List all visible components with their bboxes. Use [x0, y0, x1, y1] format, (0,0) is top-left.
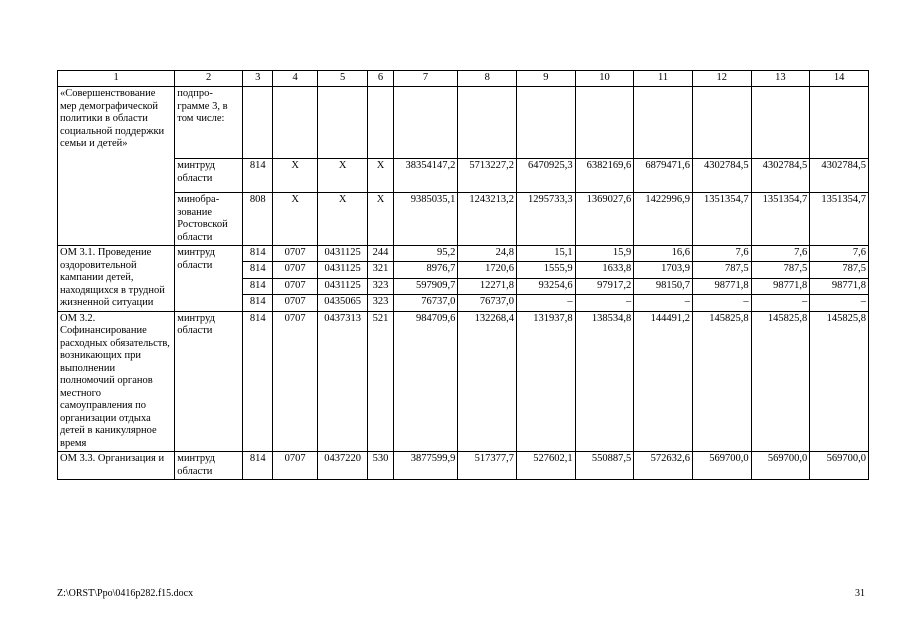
- value-cell: X: [368, 193, 393, 246]
- value-cell: 15,1: [517, 246, 576, 262]
- value-cell: 0431125: [317, 262, 368, 278]
- value-cell: 0707: [273, 246, 317, 262]
- header-cell: 3: [243, 71, 273, 87]
- value-cell: 24,8: [458, 246, 517, 262]
- value-cell: –: [575, 295, 634, 311]
- header-cell: 10: [575, 71, 634, 87]
- value-cell: 984709,6: [393, 311, 458, 452]
- value-cell: 1351354,7: [810, 193, 869, 246]
- value-cell: 8976,7: [393, 262, 458, 278]
- value-cell: [273, 87, 317, 159]
- value-cell: 7,6: [810, 246, 869, 262]
- value-cell: 4302784,5: [692, 159, 751, 193]
- value-cell: 3877599,9: [393, 452, 458, 480]
- value-cell: X: [368, 159, 393, 193]
- budget-table: [57, 70, 869, 480]
- value-cell: 0431125: [317, 278, 368, 294]
- value-cell: 814: [243, 278, 273, 294]
- value-cell: 1703,9: [634, 262, 693, 278]
- value-cell: 0707: [273, 452, 317, 480]
- header-cell: 2: [175, 71, 243, 87]
- value-cell: 6470925,3: [517, 159, 576, 193]
- value-cell: –: [692, 295, 751, 311]
- value-cell: 530: [368, 452, 393, 480]
- value-cell: 244: [368, 246, 393, 262]
- program-name-cell: ОМ 3.3. Организация и: [58, 452, 175, 480]
- value-cell: 38354147,2: [393, 159, 458, 193]
- value-cell: [517, 87, 576, 159]
- value-cell: 1351354,7: [692, 193, 751, 246]
- value-cell: 521: [368, 311, 393, 452]
- value-cell: [458, 87, 517, 159]
- value-cell: –: [751, 295, 810, 311]
- executor-cell: минобразование Ростовской области: [175, 193, 243, 246]
- value-cell: 4302784,5: [810, 159, 869, 193]
- value-cell: 16,6: [634, 246, 693, 262]
- value-cell: –: [517, 295, 576, 311]
- table-row: [58, 159, 869, 193]
- value-cell: 6879471,6: [634, 159, 693, 193]
- footer-file-path: Z:\ORST\Ppo\0416p282.f15.docx: [57, 588, 194, 599]
- value-cell: 0437313: [317, 311, 368, 452]
- header-cell: 14: [810, 71, 869, 87]
- value-cell: 0431125: [317, 246, 368, 262]
- value-cell: 787,5: [751, 262, 810, 278]
- value-cell: [751, 87, 810, 159]
- value-cell: 569700,0: [692, 452, 751, 480]
- value-cell: 1295733,3: [517, 193, 576, 246]
- executor-cell: минтруд области: [175, 159, 243, 193]
- value-cell: 98150,7: [634, 278, 693, 294]
- value-cell: 6382169,6: [575, 159, 634, 193]
- table-row: [58, 87, 869, 159]
- value-cell: 517377,7: [458, 452, 517, 480]
- value-cell: 145825,8: [692, 311, 751, 452]
- table-row: [58, 311, 869, 452]
- value-cell: 98771,8: [751, 278, 810, 294]
- value-cell: [634, 87, 693, 159]
- value-cell: 7,6: [692, 246, 751, 262]
- value-cell: [393, 87, 458, 159]
- value-cell: 808: [243, 193, 273, 246]
- value-cell: 98771,8: [810, 278, 869, 294]
- program-name-cell: ОМ 3.2. Софинансирование расходных обязательств, возникающих при выполнении полномочий органов местного самоуправления по организации отдыха детей в каникулярное время: [58, 311, 175, 452]
- value-cell: 145825,8: [751, 311, 810, 452]
- value-cell: 1720,6: [458, 262, 517, 278]
- header-cell: 6: [368, 71, 393, 87]
- value-cell: –: [634, 295, 693, 311]
- value-cell: 76737,0: [393, 295, 458, 311]
- program-name-cell: ОМ 3.1. Проведение оздоровительной кампании детей, находящихся в трудной жизненной ситуации: [58, 246, 175, 312]
- value-cell: [692, 87, 751, 159]
- executor-cell: минтруд области: [175, 311, 243, 452]
- value-cell: 814: [243, 452, 273, 480]
- executor-cell: минтруд области: [175, 246, 243, 312]
- value-cell: 814: [243, 246, 273, 262]
- value-cell: 569700,0: [810, 452, 869, 480]
- value-cell: 550887,5: [575, 452, 634, 480]
- value-cell: 5713227,2: [458, 159, 517, 193]
- header-row: [58, 71, 869, 87]
- value-cell: 597909,7: [393, 278, 458, 294]
- value-cell: 4302784,5: [751, 159, 810, 193]
- value-cell: 9385035,1: [393, 193, 458, 246]
- footer-page-number: 31: [855, 588, 865, 599]
- header-cell: 9: [517, 71, 576, 87]
- value-cell: 138534,8: [575, 311, 634, 452]
- value-cell: [317, 87, 368, 159]
- value-cell: 1555,9: [517, 262, 576, 278]
- value-cell: 787,5: [692, 262, 751, 278]
- value-cell: 0707: [273, 278, 317, 294]
- value-cell: 814: [243, 159, 273, 193]
- table-row: [58, 452, 869, 480]
- value-cell: 527602,1: [517, 452, 576, 480]
- header-cell: 11: [634, 71, 693, 87]
- header-cell: 13: [751, 71, 810, 87]
- header-cell: 1: [58, 71, 175, 87]
- table-row: [58, 246, 869, 262]
- header-cell: 4: [273, 71, 317, 87]
- value-cell: 0707: [273, 295, 317, 311]
- value-cell: 95,2: [393, 246, 458, 262]
- value-cell: [810, 87, 869, 159]
- value-cell: X: [273, 159, 317, 193]
- header-cell: 7: [393, 71, 458, 87]
- value-cell: 145825,8: [810, 311, 869, 452]
- value-cell: 0707: [273, 311, 317, 452]
- value-cell: 787,5: [810, 262, 869, 278]
- value-cell: 97917,2: [575, 278, 634, 294]
- value-cell: 131937,8: [517, 311, 576, 452]
- value-cell: 0707: [273, 262, 317, 278]
- program-name-cell: «Совершенствование мер демографической политики в области социальной поддержки семьи и детей»: [58, 87, 175, 246]
- value-cell: 93254,6: [517, 278, 576, 294]
- value-cell: 321: [368, 262, 393, 278]
- value-cell: X: [317, 159, 368, 193]
- value-cell: 0437220: [317, 452, 368, 480]
- value-cell: 1633,8: [575, 262, 634, 278]
- value-cell: 572632,6: [634, 452, 693, 480]
- value-cell: X: [273, 193, 317, 246]
- value-cell: 323: [368, 278, 393, 294]
- value-cell: 814: [243, 295, 273, 311]
- value-cell: 1369027,6: [575, 193, 634, 246]
- executor-cell: подпрограмме 3, в том числе:: [175, 87, 243, 159]
- value-cell: 814: [243, 311, 273, 452]
- executor-cell: минтруд области: [175, 452, 243, 480]
- value-cell: 12271,8: [458, 278, 517, 294]
- header-cell: 5: [317, 71, 368, 87]
- value-cell: 1351354,7: [751, 193, 810, 246]
- value-cell: –: [810, 295, 869, 311]
- value-cell: 132268,4: [458, 311, 517, 452]
- header-cell: 12: [692, 71, 751, 87]
- value-cell: 144491,2: [634, 311, 693, 452]
- value-cell: 814: [243, 262, 273, 278]
- value-cell: X: [317, 193, 368, 246]
- value-cell: 569700,0: [751, 452, 810, 480]
- value-cell: [243, 87, 273, 159]
- value-cell: 15,9: [575, 246, 634, 262]
- value-cell: 323: [368, 295, 393, 311]
- header-cell: 8: [458, 71, 517, 87]
- value-cell: 1422996,9: [634, 193, 693, 246]
- value-cell: [575, 87, 634, 159]
- value-cell: 98771,8: [692, 278, 751, 294]
- value-cell: [368, 87, 393, 159]
- value-cell: 7,6: [751, 246, 810, 262]
- table-row: [58, 193, 869, 246]
- value-cell: 1243213,2: [458, 193, 517, 246]
- value-cell: 0435065: [317, 295, 368, 311]
- value-cell: 76737,0: [458, 295, 517, 311]
